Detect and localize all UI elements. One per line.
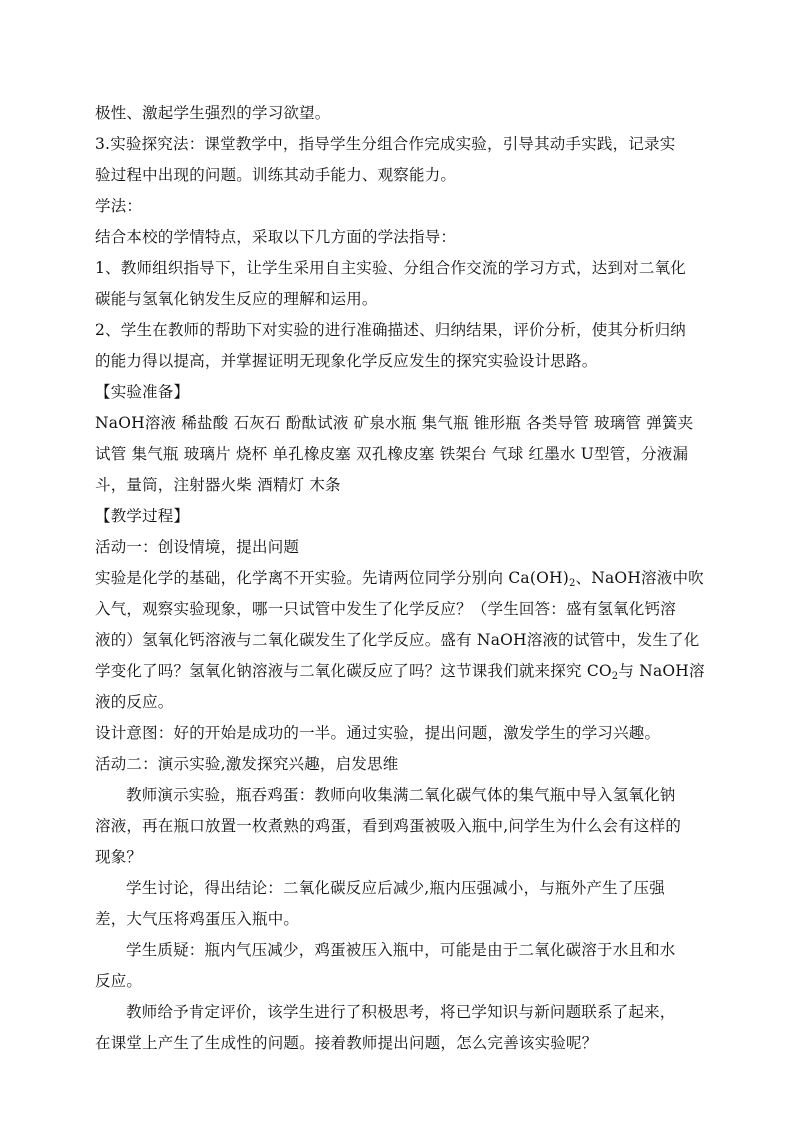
text-line	[95, 656, 707, 687]
activity-heading-1: 活动一：创设情境，提出问题	[95, 538, 300, 556]
text-line: 验过程中出现的问题。训练其动手能力、观察能力。	[95, 166, 457, 184]
text-line: 1、教师组织指导下，让学生采用自主实验、分组合作交流的学习方式，达到对二氧化	[95, 259, 686, 277]
text-line: NaOH溶液 稀盐酸 石灰石 酚酞试液 矿泉水瓶 集气瓶 锥形瓶 各类导管 玻璃管 弹簧夹	[95, 414, 694, 432]
text-line: 现象？	[95, 848, 143, 866]
text-line: 3.实验探究法：课堂教学中，指导学生分组合作完成实验，引导其动手实践，记录实	[95, 135, 676, 153]
text-line: 斗，量筒，注射器火柴 酒精灯 木条	[95, 476, 341, 494]
text-line: 在课堂上产生了生成性的问题。接着教师提出问题，怎么完善该实验呢？	[95, 1034, 598, 1052]
text-line: 液的）氢氧化钙溶液与二氧化碳发生了化学反应。盛有 NaOH溶液的试管中，发生了化	[95, 631, 700, 649]
text-segment: 实验是化学的基础，化学离不开实验。先请两位同学分别向 Ca(OH)	[95, 569, 569, 587]
text-line: 学生讨论，得出结论：二氧化碳反应后减少,瓶内压强减小，与瓶外产生了压强	[126, 879, 665, 897]
text-line: 学生质疑：瓶内气压减少，鸡蛋被压入瓶中，可能是由于二氧化碳溶于水且和水	[126, 941, 676, 959]
text-line: 试管 集气瓶 玻璃片 烧杯 单孔橡皮塞 双孔橡皮塞 铁架台 气球 红墨水 U型管，分液漏	[95, 445, 689, 463]
subscript: 2	[611, 671, 619, 682]
document-page	[95, 98, 707, 1059]
text-line: 差，大气压将鸡蛋压入瓶中。	[95, 910, 300, 928]
text-line: 溶液，再在瓶口放置一枚煮熟的鸡蛋，看到鸡蛋被吸入瓶中,问学生为什么会有这样的	[95, 817, 682, 835]
text-line: 液的反应。	[95, 693, 174, 711]
text-line: 2、学生在教师的帮助下对实验的进行准确描述、归纳结果，评价分析，使其分析归纳	[95, 321, 686, 339]
text-line: 教师给予肯定评价，该学生进行了积极思考，将已学知识与新问题联系了起来，	[126, 1003, 676, 1021]
text-line: 结合本校的学情特点，采取以下几方面的学法指导：	[95, 228, 457, 246]
text-line: 的能力得以提高，并掌握证明无现象化学反应发生的探究实验设计思路。	[95, 352, 598, 370]
text-line: 碳能与氢氧化钠发生反应的理解和运用。	[95, 290, 378, 308]
text-line: 极性、激起学生强烈的学习欲望。	[95, 104, 331, 122]
design-intent-line: 设计意图：好的开始是成功的一半。通过实验，提出问题，激发学生的学习兴趣。	[95, 724, 661, 742]
text-segment: 与 NaOH溶	[618, 662, 705, 680]
activity-heading-2: 活动二：演示实验,激发探究兴趣，启发思维	[95, 755, 399, 773]
section-heading-experiment-prep: 【实验准备】	[95, 383, 190, 401]
subscript: 2	[568, 578, 576, 589]
text-segment: 学变化了吗？氢氧化钠溶液与二氧化碳反应了吗？这节课我们就来探究 CO	[95, 662, 612, 680]
section-label-study-method: 学法：	[95, 197, 143, 215]
text-line: 入气，观察实验现象，哪一只试管中发生了化学反应？（学生回答：盛有氢氧化钙溶	[95, 600, 676, 618]
text-line: 教师演示实验，瓶吞鸡蛋：教师向收集满二氧化碳气体的集气瓶中导入氢氧化钠	[126, 786, 676, 804]
section-heading-teaching-process: 【教学过程】	[95, 507, 190, 525]
text-line: 反应。	[95, 972, 143, 990]
text-segment: 、NaOH溶液中吹	[575, 569, 704, 587]
text-line	[95, 563, 707, 594]
